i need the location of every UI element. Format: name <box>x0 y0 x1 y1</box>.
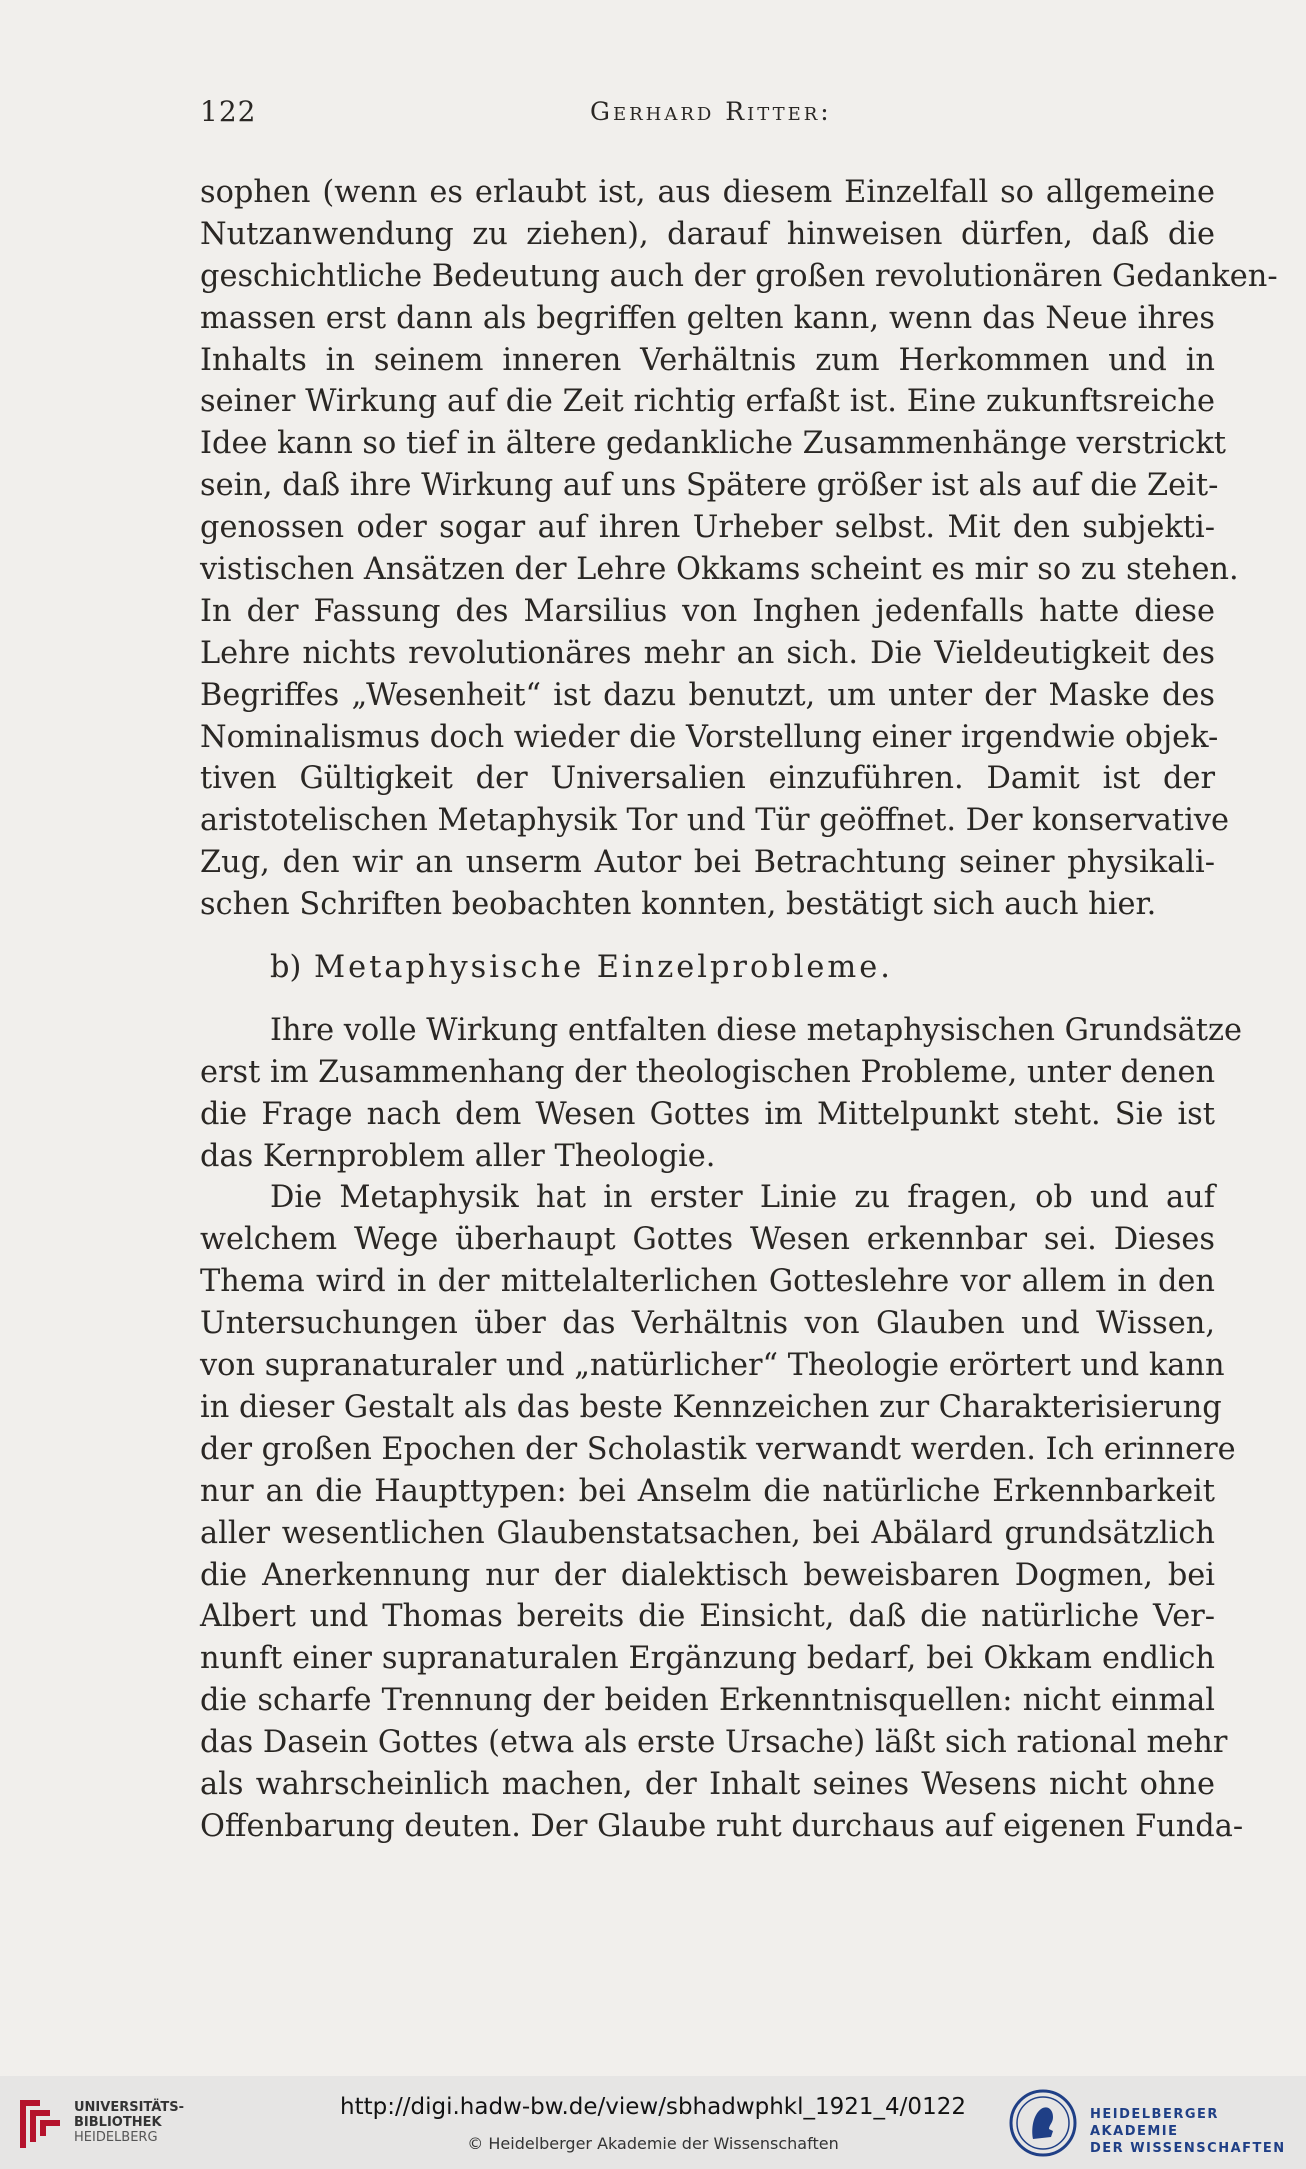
text-line: Albert und Thomas bereits die Einsicht, daß die natürliche Ver- <box>200 1599 1215 1635</box>
text-line: sophen (wenn es erlaubt ist, aus diesem Einzelfall so allgemeine <box>200 175 1215 210</box>
text-line: aller wesentlichen Glaubenstatsachen, bei Abälard grundsätzlich <box>200 1515 1215 1551</box>
text-line: das Dasein Gottes (etwa als erste Ursache) läßt sich rational mehr <box>200 1725 1228 1761</box>
text-line: das Kernproblem aller Theologie. <box>200 1138 716 1174</box>
body-text <box>200 172 1278 1848</box>
text-line: nur an die Haupttypen: bei Anselm die natürliche Erkennbarkeit <box>200 1473 1215 1509</box>
text-line: von supranaturaler und „natürlicher“ Theologie erörtert und kann <box>200 1348 1225 1384</box>
text-line: geschichtliche Bedeutung auch der großen revolutionären Gedanken- <box>200 258 1278 294</box>
text-line: aristotelischen Metaphysik Tor und Tür geöffnet. Der konservative <box>200 803 1229 839</box>
permalink-url[interactable]: http://digi.hadw-bw.de/view/sbhadwphkl_1921_4/0122 <box>340 2094 966 2120</box>
text-line: vistischen Ansätzen der Lehre Okkams scheint es mir so zu stehen. <box>200 552 1239 588</box>
text-line: massen erst dann als begriffen gelten kann, wenn das Neue ihres <box>200 300 1215 336</box>
text-line: in dieser Gestalt als das beste Kennzeichen zur Charakterisierung <box>200 1389 1222 1425</box>
section-marker: b) <box>270 950 302 986</box>
text-line: Zug, den wir an unserm Autor bei Betrachtung seiner physikali- <box>200 845 1215 881</box>
text-line: schen Schriften beobachten konnten, bestätigt sich auch hier. <box>200 887 1157 923</box>
running-head: Gerhard Ritter: <box>590 97 832 126</box>
text-line: Untersuchungen über das Verhältnis von Glauben und Wissen, <box>200 1306 1215 1342</box>
text-line: Inhalts in seinem inneren Verhältnis zum Herkommen und in <box>200 342 1215 378</box>
haw-name[interactable]: HEIDELBERGER AKADEMIE DER WISSENSCHAFTEN <box>1090 2107 1286 2156</box>
text-line: die scharfe Trennung der beiden Erkenntnisquellen: nicht einmal <box>200 1683 1215 1719</box>
text-line: seiner Wirkung auf die Zeit richtig erfaßt ist. Eine zukunftsreiche <box>200 384 1215 420</box>
text-line: Thema wird in der mittelalterlichen Gotteslehre vor allem in den <box>200 1264 1215 1300</box>
text-line: Idee kann so tief in ältere gedankliche Zusammenhänge verstrickt <box>200 426 1226 462</box>
text-line: Nominalismus doch wieder die Vorstellung einer irgendwie objek- <box>200 719 1219 755</box>
page-number: 122 <box>200 95 257 128</box>
text-line: erst im Zusammenhang der theologischen Probleme, unter denen <box>200 1054 1216 1090</box>
text-line: Offenbarung deuten. Der Glaube ruht durchaus auf eigenen Funda- <box>200 1808 1244 1844</box>
text-line: Die Metaphysik hat in erster Linie zu fragen, ob und auf <box>270 1180 1215 1216</box>
section-title: Metaphysische Einzelprobleme. <box>313 950 893 986</box>
text-line: nunft einer supranaturalen Ergänzung bedarf, bei Okkam endlich <box>200 1641 1215 1677</box>
text-line: der großen Epochen der Scholastik verwandt werden. Ich erinnere <box>200 1431 1236 1467</box>
text-line: In der Fassung des Marsilius von Inghen jedenfalls hatte diese <box>200 593 1215 629</box>
page-header <box>200 95 1215 135</box>
text-line: Ihre volle Wirkung entfalten diese metaphysischen Grundsätze <box>270 1012 1242 1048</box>
haw-seal-icon[interactable] <box>1009 2089 1077 2157</box>
section-heading <box>200 947 1215 989</box>
footer-bar <box>0 2076 1306 2169</box>
text-line: Begriffes „Wesenheit“ ist dazu benutzt, um unter der Maske des <box>200 677 1215 713</box>
text-line: die Frage nach dem Wesen Gottes im Mittelpunkt steht. Sie ist <box>200 1096 1215 1132</box>
text-line: als wahrscheinlich machen, der Inhalt seines Wesens nicht ohne <box>200 1766 1215 1802</box>
text-line: Nutzanwendung zu ziehen), darauf hinweisen dürfen, daß die <box>200 216 1215 252</box>
text-line: sein, daß ihre Wirkung auf uns Spätere größer ist als auf die Zeit- <box>200 468 1219 504</box>
text-line: tiven Gültigkeit der Universalien einzuführen. Damit ist der <box>200 761 1215 797</box>
text-line: genossen oder sogar auf ihren Urheber selbst. Mit den subjekti- <box>200 510 1215 546</box>
text-line: welchem Wege überhaupt Gottes Wesen erkennbar sei. Dieses <box>200 1222 1215 1258</box>
text-line: Lehre nichts revolutionäres mehr an sich. Die Vieldeutigkeit des <box>200 635 1215 671</box>
ub-name[interactable]: UNIVERSITÄTS- BIBLIOTHEK HEIDELBERG <box>74 2100 184 2145</box>
copyright-notice: © Heidelberger Akademie der Wissenschaften <box>467 2134 839 2153</box>
text-line: die Anerkennung nur der dialektisch beweisbaren Dogmen, bei <box>200 1557 1215 1593</box>
